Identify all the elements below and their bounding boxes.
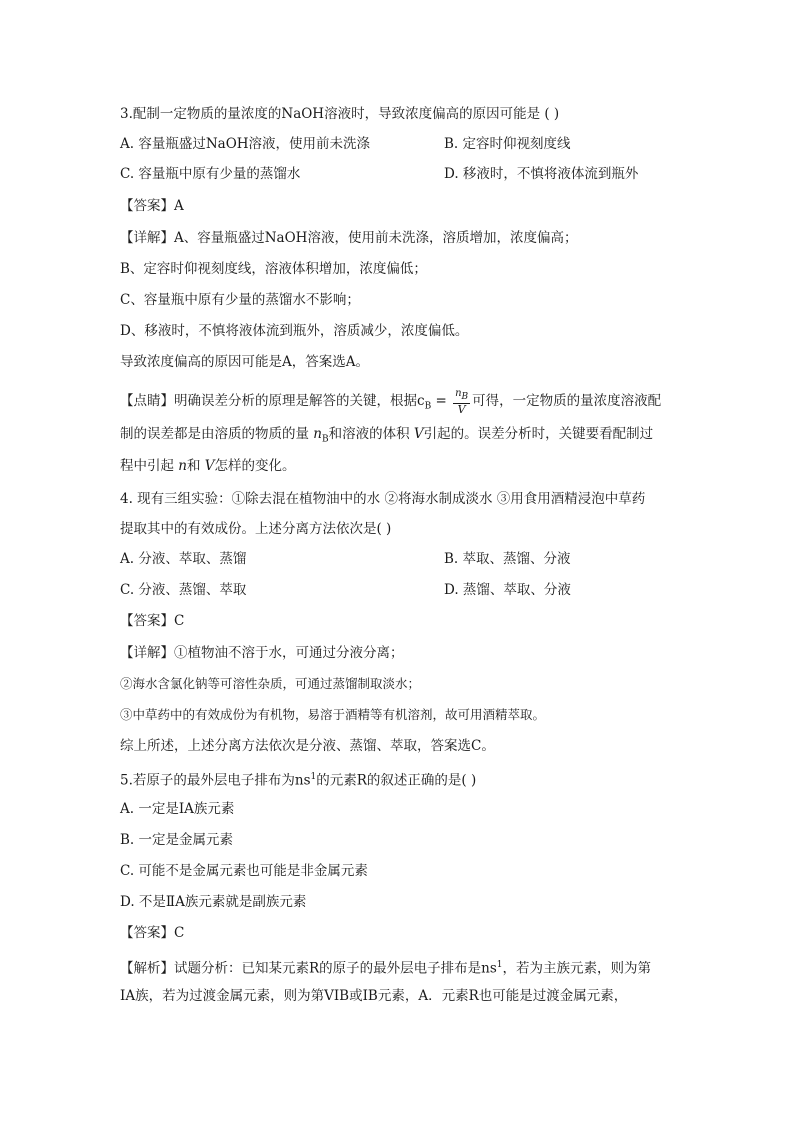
q4-detail-line: 【详解】①植物油不溶于水，可通过分液分离；: [120, 645, 404, 661]
q3-tip-line-2: [120, 424, 653, 450]
q4-option-b: B. 萃取、蒸馏、分液: [444, 551, 571, 567]
q3-option-b: B. 定容时仰视刻度线: [444, 136, 571, 152]
symbol-v: V: [204, 458, 215, 474]
q5-option-d: D. 不是ⅡA族元素就是副族元素: [120, 894, 307, 910]
q3-tip-line-1: [120, 388, 661, 417]
q4-detail-line: ②海水含氯化钠等可溶性杂质，可通过蒸馏制取淡水；: [120, 676, 421, 691]
analysis-superscript: 1: [496, 960, 503, 970]
q4-option-a: A. 分液、萃取、蒸馏: [120, 551, 247, 567]
q4-stem-line-2: 提取其中的有效成份。上述分离方法依次是( ): [120, 521, 392, 537]
q3-detail-line: 【详解】A、容量瓶盛过NaOH溶液，使用前未洗涤，溶质增加，浓度偏高；: [120, 230, 578, 246]
q3-detail-line: B、定容时仰视刻度线，溶液体积增加，浓度偏低；: [120, 261, 427, 277]
tip-text: 引起的。误差分析时，关键要看配制过: [423, 426, 654, 442]
q5-stem-superscript: 1: [310, 772, 317, 782]
symbol-n: n: [313, 426, 322, 442]
fraction-denominator: V: [457, 403, 466, 416]
tip-text: 【点睛】明确误差分析的原理是解答的关键，根据: [120, 393, 417, 409]
numerator-subscript: B: [461, 392, 469, 402]
formula-fraction: [453, 388, 470, 415]
formula-equals: =: [431, 393, 452, 409]
q5-analysis-line-1: [120, 955, 651, 979]
formula-c-symbol: c: [417, 393, 425, 409]
q4-detail-line: ③中草药中的有效成份为有机物，易溶于酒精等有机溶剂，故可用酒精萃取。: [120, 707, 546, 722]
q5-option-c: C. 可能不是金属元素也可能是非金属元素: [120, 863, 368, 879]
q4-detail-line: 综上所述，上述分离方法依次是分液、蒸馏、萃取，答案选C。: [120, 738, 495, 754]
fraction-numerator: [453, 388, 470, 404]
formula-c-subscript: B: [424, 401, 432, 412]
q5-option-b: B. 一定是金属元素: [120, 832, 234, 848]
tip-text: 可得，一定物质的量浓度溶液配: [472, 393, 662, 409]
q3-tip-line-3: [120, 456, 296, 476]
q4-option-d: D. 蒸馏、萃取、分液: [444, 582, 571, 598]
q4-stem-line-1: 4. 现有三组实验：①除去混在植物油中的水 ②将海水制成淡水 ③用食用酒精浸泡中草药: [120, 491, 646, 507]
tip-text: 怎样的变化。: [214, 458, 296, 474]
symbol-n: n: [178, 458, 187, 474]
symbol-v: V: [413, 426, 424, 442]
q5-option-a: A. 一定是ⅠA族元素: [120, 801, 235, 817]
q3-stem: 3.配制一定物质的量浓度的NaOH溶液时，导致浓度偏高的原因可能是 ( ): [120, 106, 560, 122]
q4-answer: 【答案】C: [120, 613, 185, 629]
q5-analysis-line-2: IA族，若为过渡金属元素，则为第VIB或IB元素，A．元素R也可能是过渡金属元素，: [120, 988, 628, 1004]
q5-stem-text: 5.若原子的最外层电子排布为ns: [120, 772, 311, 789]
tip-text: 和溶液的体积: [328, 426, 410, 442]
tip-text: 制的误差都是由溶质的物质的量: [120, 426, 309, 442]
formula-c: [417, 393, 432, 412]
q3-option-d: D. 移液时，不慎将液体流到瓶外: [444, 166, 639, 182]
analysis-text: 【解析】试题分析：已知某元素R的原子的最外层电子排布是ns: [120, 960, 497, 977]
q3-detail-line: 导致浓度偏高的原因可能是A，答案选A。: [120, 354, 369, 370]
q3-option-a: A. 容量瓶盛过NaOH溶液，使用前未洗涤: [120, 136, 371, 152]
tip-text: 和: [187, 458, 201, 474]
q5-stem: [120, 767, 476, 791]
q5-stem-text: 的元素R的叙述正确的是( ): [316, 772, 477, 789]
q5-answer: 【答案】C: [120, 925, 185, 941]
analysis-text: ，若为主族元素，则为第: [502, 960, 652, 977]
q3-detail-line: C、容量瓶中原有少量的蒸馏水不影响；: [120, 292, 360, 308]
q3-answer: 【答案】A: [120, 198, 184, 214]
numerator-symbol: n: [455, 388, 462, 399]
symbol-n-subscript: B: [322, 434, 329, 445]
tip-text: 程中引起: [120, 458, 174, 474]
q3-option-c: C. 容量瓶中原有少量的蒸馏水: [120, 166, 301, 182]
q3-detail-line: D、移液时，不慎将液体流到瓶外，溶质减少，浓度偏低。: [120, 323, 469, 339]
q4-option-c: C. 分液、蒸馏、萃取: [120, 582, 247, 598]
